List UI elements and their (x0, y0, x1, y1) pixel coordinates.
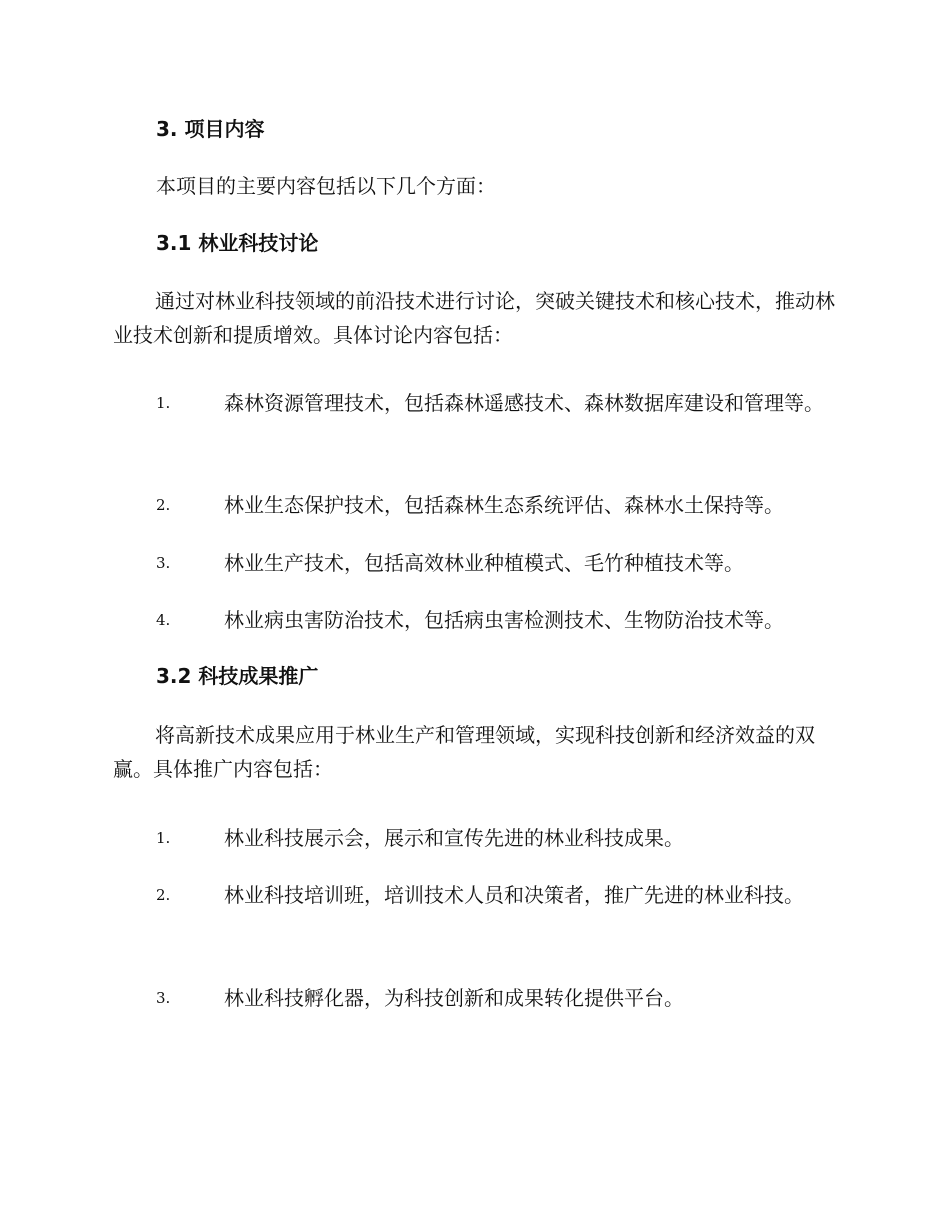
list-item-text: 林业病虫害防治技术，包括病虫害检测技术、生物防治技术等。 (224, 608, 784, 632)
subsection-title-3-2: 3.2 科技成果推广 (156, 664, 319, 688)
list-item (113, 821, 838, 855)
list-item-text: 林业科技孵化器，为科技创新和成果转化提供平台。 (224, 986, 684, 1010)
list-item (113, 878, 838, 912)
subsection-3-2-paragraph: 将高新技术成果应用于林业生产和管理领域，实现科技创新和经济效益的双赢。具体推广内容包括： (113, 723, 815, 781)
subsection-title-3-1: 3.1 林业科技讨论 (156, 231, 319, 255)
list-item (113, 546, 838, 580)
list-number: 3. (156, 554, 171, 572)
list-number: 1. (156, 394, 171, 412)
list-item (113, 386, 838, 420)
list-item-text: 林业科技展示会，展示和宣传先进的林业科技成果。 (224, 826, 684, 850)
section-title: 3. 项目内容 (156, 117, 265, 141)
list-number: 1. (156, 829, 171, 847)
list-item-text: 林业生产技术，包括高效林业种植模式、毛竹种植技术等。 (224, 551, 744, 575)
intro-paragraph: 本项目的主要内容包括以下几个方面： (156, 174, 496, 198)
list-item (113, 603, 838, 637)
list-item-text: 森林资源管理技术，包括森林遥感技术、森林数据库建设和管理等。 (224, 391, 824, 415)
list-item (113, 981, 838, 1015)
subsection-3-1-paragraph: 通过对林业科技领域的前沿技术进行讨论，突破关键技术和核心技术，推动林业技术创新和提质增效。具体讨论内容包括： (113, 289, 835, 347)
list-item (113, 488, 838, 522)
list-number: 2. (156, 496, 171, 514)
list-item-text: 林业科技培训班，培训技术人员和决策者，推广先进的林业科技。 (224, 883, 804, 907)
list-number: 3. (156, 989, 171, 1007)
list-item-text: 林业生态保护技术，包括森林生态系统评估、森林水土保持等。 (224, 493, 784, 517)
list-number: 2. (156, 886, 171, 904)
list-number: 4. (156, 611, 171, 629)
